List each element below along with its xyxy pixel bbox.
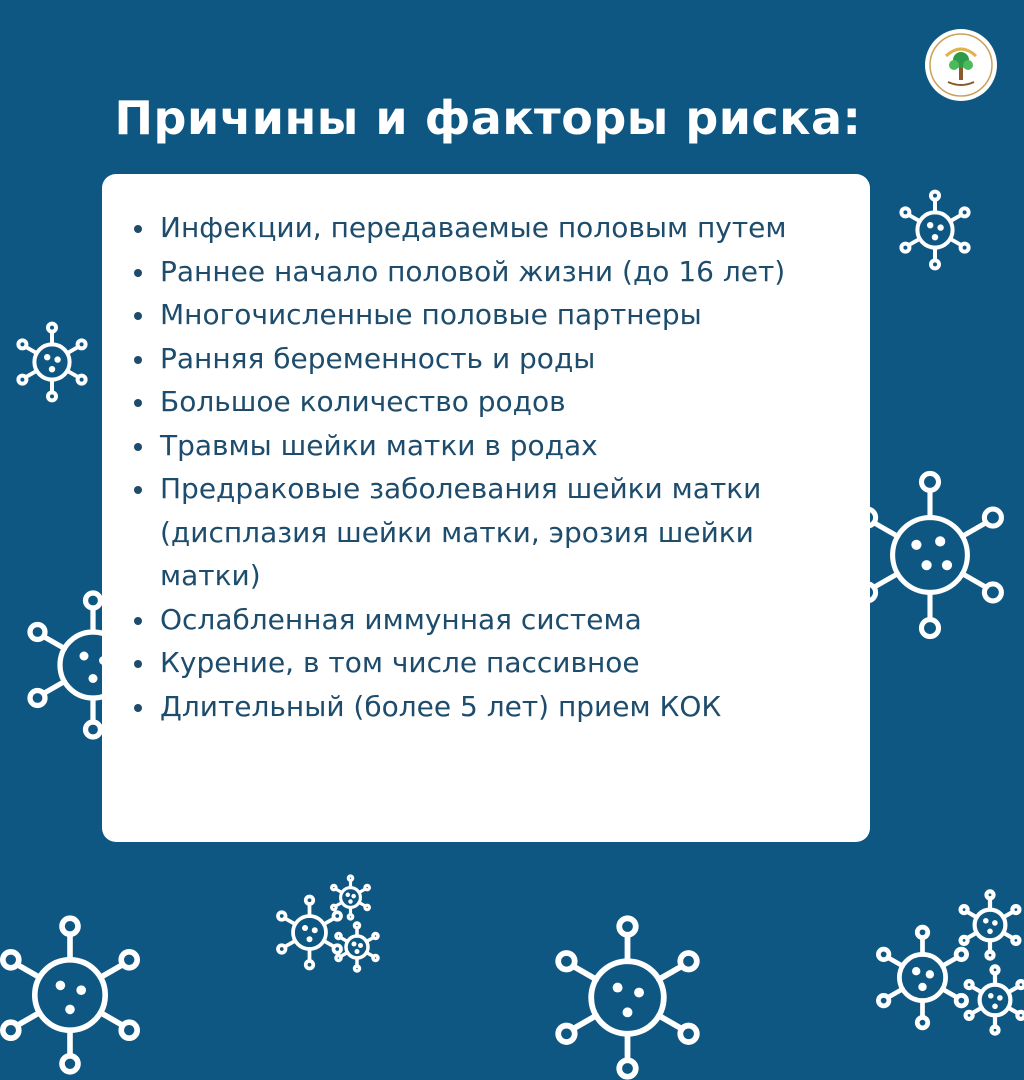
virus-icon (895, 190, 975, 270)
list-item: Ослабленная иммунная система (160, 598, 840, 642)
virus-icon (328, 875, 373, 920)
list-item: Большое количество родов (160, 380, 840, 424)
virus-icon (960, 965, 1024, 1035)
list-item: Ранняя беременность и роды (160, 337, 840, 381)
list-item: Предраковые заболевания шейки матки (дисплазия шейки матки, эрозия шейки матки) (160, 467, 840, 598)
risk-factors-list (102, 174, 870, 728)
list-item: Курение, в том числе пассивное (160, 641, 840, 685)
virus-icon (845, 470, 1015, 640)
page-title: Причины и факторы риска: (114, 90, 862, 145)
risk-factors-card (102, 174, 870, 842)
list-item: Травмы шейки матки в родах (160, 424, 840, 468)
list-item: Инфекции, передаваемые половым путем (160, 206, 840, 250)
virus-icon (0, 915, 150, 1075)
virus-icon (545, 915, 710, 1080)
virus-icon (18, 590, 168, 740)
virus-icon (12, 322, 92, 402)
tree-emblem-icon (924, 28, 998, 102)
virus-icon (332, 922, 382, 972)
virus-icon (955, 890, 1024, 960)
list-item: Длительный (более 5 лет) прием КОК (160, 685, 840, 729)
list-item: Многочисленные половые партнеры (160, 293, 840, 337)
list-item: Раннее начало половой жизни (до 16 лет) (160, 250, 840, 294)
